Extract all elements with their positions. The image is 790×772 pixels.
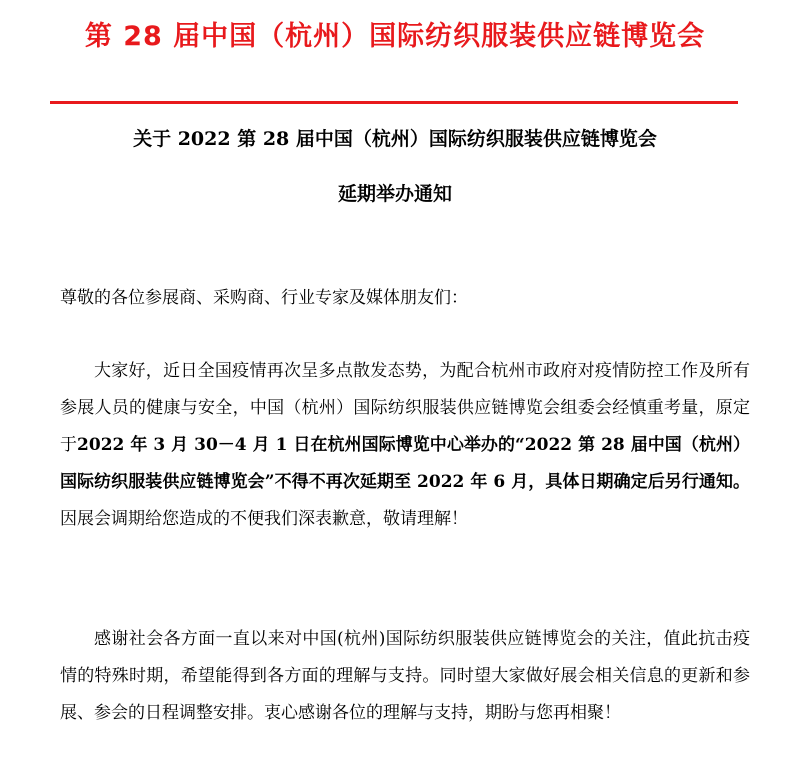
- paragraph-1-bold-text: 2022 年 3 月 30－4 月 1 日在杭州国际博览中心举办的“2022 第 28 届中国（杭州）国际纺织服装供应链博览会”不得不再次延期至 2022 年 6 月，具体日期确定后另行通知。: [60, 435, 750, 492]
- notice-title-line1: 关于 2022 第 28 届中国（杭州）国际纺织服装供应链博览会: [133, 128, 657, 150]
- paragraph-1-text: 大家好，近日全国疫情再次呈多点散发态势，为配合杭州市政府对疫情防控工作及所有参展人员的健康与安全，中国（杭州）国际纺织服装供应链博览会组委会经慎重考量，原定于: [60, 361, 750, 455]
- body-paragraph-1: [60, 353, 750, 538]
- body-paragraph-2: 感谢社会各方面一直以来对中国(杭州)国际纺织服装供应链博览会的关注，值此抗击疫情的特殊时期，希望能得到各方面的理解与支持。同时望大家做好展会相关信息的更新和参展、参会的日程调整安排。衷心感谢各位的理解与支持，期盼与您再相聚！: [60, 629, 750, 723]
- letterhead-title: 第 28 届中国（杭州）国际纺织服装供应链博览会: [84, 21, 706, 52]
- red-divider-line: [50, 101, 738, 104]
- notice-title-line2: 延期举办通知: [337, 183, 452, 205]
- paragraph-1-apology-text: 因展会调期给您造成的不便我们深表歉意，敬请理解！: [60, 509, 468, 529]
- salutation: 尊敬的各位参展商、采购商、行业专家及媒体朋友们：: [60, 288, 468, 308]
